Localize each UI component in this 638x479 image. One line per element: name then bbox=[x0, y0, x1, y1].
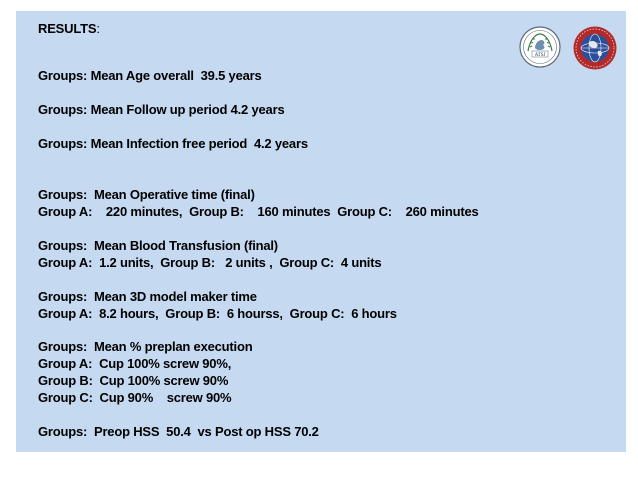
results-heading-colon: : bbox=[96, 21, 100, 36]
follow-up-line: Groups: Mean Follow up period 4.2 years bbox=[38, 102, 285, 117]
mean-age-line: Groups: Mean Age overall 39.5 years bbox=[38, 68, 262, 83]
results-heading-line bbox=[38, 21, 100, 37]
blood-transfusion-values: Group A: 1.2 units, Group B: 2 units , Group C: 4 units bbox=[38, 255, 382, 270]
preplan-group-c: Group C: Cup 90% screw 90% bbox=[38, 390, 232, 405]
infection-free-line: Groups: Mean Infection free period 4.2 years bbox=[38, 136, 308, 151]
preplan-group-b: Group B: Cup 100% screw 90% bbox=[38, 373, 229, 388]
preplan-group-a: Group A: Cup 100% screw 90%, bbox=[38, 356, 232, 371]
blood-transfusion-title: Groups: Mean Blood Transfusion (final) bbox=[38, 238, 278, 253]
slide-panel bbox=[16, 11, 626, 452]
globe-emblem-logo bbox=[572, 25, 618, 71]
operative-time-title: Groups: Mean Operative time (final) bbox=[38, 187, 255, 202]
hss-line: Groups: Preop HSS 50.4 vs Post op HSS 70.2 bbox=[38, 424, 319, 439]
model-maker-values: Group A: 8.2 hours, Group B: 6 hourss, Group C: 6 hours bbox=[38, 306, 397, 321]
results-heading: RESULTS bbox=[38, 21, 97, 36]
operative-time-values: Group A: 220 minutes, Group B: 160 minutes Group C: 260 minutes bbox=[38, 204, 479, 219]
preplan-title: Groups: Mean % preplan execution bbox=[38, 339, 253, 354]
society-seal-logo bbox=[518, 25, 562, 69]
seal-logo-text: ATSJ bbox=[534, 53, 546, 58]
model-maker-title: Groups: Mean 3D model maker time bbox=[38, 289, 257, 304]
